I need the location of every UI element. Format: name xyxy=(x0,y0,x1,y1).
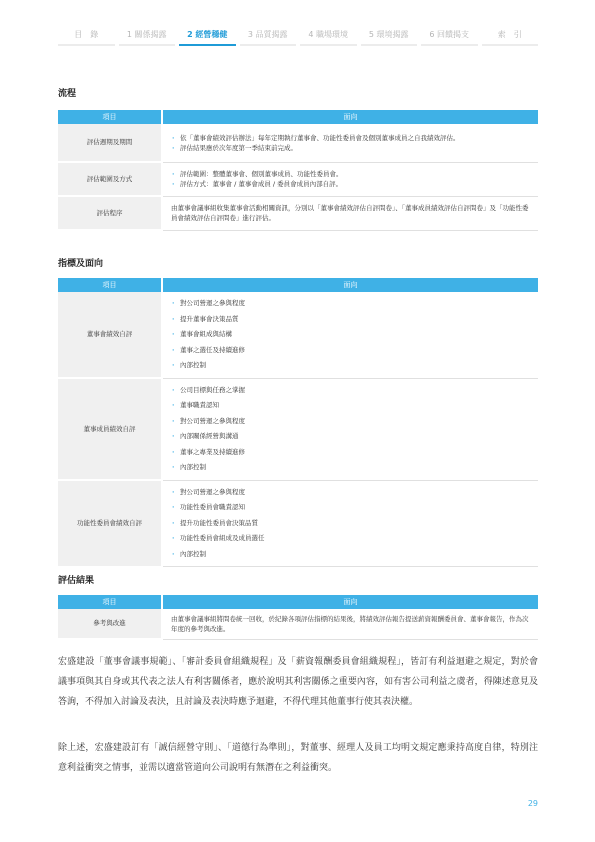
row-label: 評估範圍及方式 xyxy=(58,162,162,196)
table-row xyxy=(58,378,538,480)
nav-tab-3[interactable]: 3 品質揭露 xyxy=(240,26,297,46)
table-header-aspect: 面向 xyxy=(162,595,538,609)
list-item: · 評估方式：董事會 / 董事會成員 / 委員會成員內部自評。 xyxy=(171,179,530,189)
list-item: · 董事會組成與結構 xyxy=(171,327,530,343)
list-item: · 依「董事會績效評估辦法」每年定期執行董事會、功能性委員會及個別董事成員之自我績效評估。 xyxy=(171,133,530,143)
list-item: · 對公司營運之參與程度 xyxy=(171,296,530,312)
list-item: · 提升董事會決策品質 xyxy=(171,312,530,328)
list-item: · 董事之選任及持續進修 xyxy=(171,343,530,359)
table-row xyxy=(58,292,538,378)
list-item: · 董事之專業及持續進修 xyxy=(171,445,530,461)
table-row xyxy=(58,162,538,196)
list-item: · 評估範圍：整體董事會、個別董事成員、功能性委員會。 xyxy=(171,169,530,179)
row-content: 由董事會議事組收集董事會活動相關資訊，分別以「董事會績效評估自評問卷」、「董事成員績效評估自評問卷」及「功能性委員會績效評估自評問卷」進行評估。 xyxy=(162,196,538,230)
results-table xyxy=(58,595,538,640)
table-header-item: 項目 xyxy=(58,595,162,609)
nav-tab-contents[interactable]: 目 錄 xyxy=(58,26,115,46)
list-item: · 評估結果應於次年度第一季結束前完成。 xyxy=(171,143,530,153)
list-item: · 內部控制 xyxy=(171,358,530,374)
body-paragraph: 除上述，宏盛建設訂有「誠信經營守則」、「道德行為準則」，對董事、經理人及員工均明文規定應秉持高度自律，特別注意利益衝突之情事，並需以適當管道向公司說明有無潛在之利益衝突。 xyxy=(58,743,538,773)
section-title-process: 流程 xyxy=(58,89,77,99)
table-header-item: 項目 xyxy=(58,110,162,124)
row-label: 評估週期及期間 xyxy=(58,124,162,162)
nav-tab-6[interactable]: 6 回饋揭支 xyxy=(421,26,478,46)
list-item: · 提升功能性委員會決策品質 xyxy=(171,516,530,532)
table-row xyxy=(58,196,538,230)
row-content xyxy=(162,292,538,378)
row-label: 董事成員績效自評 xyxy=(58,378,162,480)
table-row xyxy=(58,609,538,639)
row-content: 由董事會議事組將問卷統一回收，於紀錄各項評估指標的結果後，將績效評估報告提送薪資報酬委員會、董事會報告，作為次年度的參考與改進。 xyxy=(162,609,538,639)
nav-tab-2[interactable]: 2 經營穩健 xyxy=(179,26,236,46)
row-label: 董事會績效自評 xyxy=(58,292,162,378)
nav-tab-4[interactable]: 4 職場環境 xyxy=(300,26,357,46)
list-item: · 功能性委員會組成及成員選任 xyxy=(171,531,530,547)
nav-tab-5[interactable]: 5 環境揭露 xyxy=(361,26,418,46)
table-header-item: 項目 xyxy=(58,278,162,292)
list-item: · 內部控制 xyxy=(171,547,530,563)
process-table xyxy=(58,110,538,231)
table-row xyxy=(58,480,538,567)
row-label: 功能性委員會績效自評 xyxy=(58,480,162,567)
indicators-table xyxy=(58,278,538,568)
row-content xyxy=(162,480,538,567)
body-paragraph: 宏盛建設「董事會議事規範」、「審計委員會組織規程」及「薪資報酬委員會組織規程」，皆訂有利益迴避之規定，對於會議事項與其自身或其代表之法人有利害關係者，應於說明其利害關係之重要內容，如有害公司利益之虞者，得陳述意見及答詢，不得加入討論及表決，且討論及表決時應予迴避，不得代理其他董事行使其表決權。 xyxy=(58,657,538,707)
list-item: · 董事職責認知 xyxy=(171,398,530,414)
row-label: 評估程序 xyxy=(58,196,162,230)
row-content xyxy=(162,378,538,480)
list-item: · 內部控制 xyxy=(171,460,530,476)
table-row xyxy=(58,124,538,162)
row-content xyxy=(162,124,538,162)
table-header-aspect: 面向 xyxy=(162,110,538,124)
table-header-aspect: 面向 xyxy=(162,278,538,292)
row-label: 參考與改進 xyxy=(58,609,162,639)
row-content xyxy=(162,162,538,196)
page-number: 29 xyxy=(527,799,538,808)
list-item: · 對公司營運之參與程度 xyxy=(171,414,530,430)
list-item: · 內部關係經營與溝通 xyxy=(171,429,530,445)
section-title-results: 評估結果 xyxy=(58,576,95,586)
nav-tab-1[interactable]: 1 關係揭露 xyxy=(119,26,176,46)
list-item: · 功能性委員會職責認知 xyxy=(171,500,530,516)
list-item: · 公司目標與任務之掌握 xyxy=(171,383,530,399)
section-title-indicators: 指標及面向 xyxy=(58,259,104,269)
nav-tab-index[interactable]: 索 引 xyxy=(482,26,539,46)
chapter-nav xyxy=(58,26,538,46)
list-item: · 對公司營運之參與程度 xyxy=(171,485,530,501)
